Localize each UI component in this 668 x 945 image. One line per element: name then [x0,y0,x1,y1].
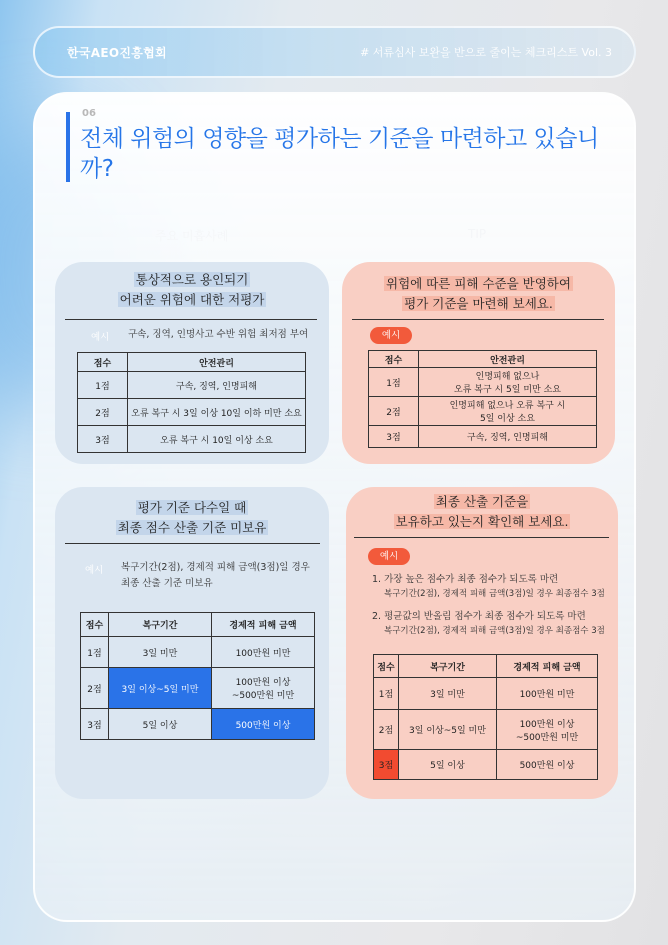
case-heading-1 [55,270,329,310]
table-cell: 구속, 징역, 인명피해 [128,372,306,399]
example-text: 구속, 징역, 인명사고 수반 위험 최저점 부여 [128,329,309,340]
table-cell: 2점 [369,397,419,426]
criteria-list [372,572,605,639]
table-row [374,750,598,780]
score-table [77,352,306,453]
header-bar [33,26,636,78]
example-badge: 예시 [368,548,410,565]
score-table [373,654,598,780]
table-cell: 3일 미만 [109,637,212,668]
table-header: 복구기간 [399,655,497,678]
column-label-tip: TIP [468,227,487,241]
table-cell: 2점 [78,399,128,426]
table-cell [419,368,597,397]
divider [65,543,320,544]
table-cell: 3일 이상~5일 미만 [399,710,497,750]
cell-line: 인명피해 없으나 오류 복구 시 [449,401,566,411]
table-cell: 오류 복구 시 10일 이상 소요 [128,426,306,453]
example-label: 예시 [91,332,110,343]
heading-line: 통상적으로 용인되기 [135,272,249,287]
cell-line: ~500만원 미만 [515,732,579,743]
divider [352,319,604,320]
table-cell: 3점 [369,426,419,448]
divider [354,537,609,538]
case-box-2 [55,487,329,799]
table-row [78,372,306,399]
table-header: 점수 [81,613,109,637]
table-row [78,399,306,426]
table-cell: 1점 [81,637,109,668]
table-header: 점수 [369,351,419,368]
heading-line: 위험에 따른 피해 수준을 반영하여 [386,276,571,291]
table-cell: 1점 [369,368,419,397]
table-row [374,710,598,750]
case-heading-2 [55,498,329,538]
list-item: 1. 가장 높은 점수가 최종 점수가 되도록 마련 [372,574,559,585]
case-box-1 [55,262,329,464]
organization-name: 한국AEO진흥협회 [67,45,167,60]
table-cell: 1점 [374,678,399,710]
score-table [80,612,315,740]
table-cell: 100만원 미만 [497,678,598,710]
table-header: 안전관리 [128,353,306,372]
list-item-detail: 복구기간(2점), 경제적 피해 금액(3점)일 경우 최종점수 3점 [384,626,605,636]
table-cell: 1점 [78,372,128,399]
example-label: 예시 [85,565,104,576]
table-cell: 3일 미만 [399,678,497,710]
table-row [81,709,315,740]
table-row [81,668,315,709]
divider [65,319,317,320]
cell-line: 100만원 이상 [235,678,291,688]
table-cell [212,668,315,709]
example-line: 최종 산출 기준 미보유 [121,578,213,589]
table-cell: 5일 이상 [109,709,212,740]
heading-line: 최종 산출 기준을 [435,494,529,509]
cell-line: 오류 복구 시 5일 미만 소요 [454,385,561,395]
tip-heading-2 [346,492,618,532]
table-row [369,426,597,448]
example-text [121,560,310,592]
selected-cell: 3점 [374,750,399,780]
table-cell: 2점 [374,710,399,750]
question-number: 06 [82,108,96,119]
list-item-detail: 복구기간(2점), 경제적 피해 금액(3점)일 경우 최종점수 3점 [384,589,605,599]
example-line: 복구기간(2점), 경제적 피해 금액(3점)일 경우 [121,562,310,573]
table-header: 안전관리 [419,351,597,368]
table-header: 점수 [78,353,128,372]
table-row [369,397,597,426]
tip-heading-1 [342,274,615,314]
score-table [368,350,597,448]
selected-cell: 3일 이상~5일 미만 [109,668,212,709]
table-cell: 오류 복구 시 3일 이상 10일 이하 미만 소요 [128,399,306,426]
table-cell [497,710,598,750]
heading-line: 평가 기준을 마련해 보세요. [404,296,553,311]
table-row [81,637,315,668]
title-accent-bar [66,112,70,182]
table-cell: 500만원 이상 [497,750,598,780]
table-header: 점수 [374,655,399,678]
cell-line: 인명피해 없으나 [475,372,540,382]
cell-line: 100만원 이상 [519,719,575,730]
tip-box-1 [342,262,615,464]
heading-line: 어려운 위험에 대한 저평가 [119,292,265,307]
cell-line: 5일 이상 소요 [480,414,535,424]
table-header: 경제적 피해 금액 [497,655,598,678]
tip-box-2 [346,487,618,799]
table-cell: 3점 [78,426,128,453]
table-row [374,678,598,710]
table-row [78,426,306,453]
table-cell: 3점 [81,709,109,740]
table-header: 경제적 피해 금액 [212,613,315,637]
series-title: # 서류심사 보완을 반으로 줄이는 체크리스트 Vol. 3 [360,46,612,59]
cell-line: ~500만원 미만 [231,691,295,701]
table-row [369,368,597,397]
table-cell: 5일 이상 [399,750,497,780]
table-cell: 2점 [81,668,109,709]
heading-line: 보유하고 있는지 확인해 보세요. [395,514,569,529]
list-item: 2. 평균값의 반올림 점수가 최종 점수가 되도록 마련 [372,611,586,622]
table-header: 복구기간 [109,613,212,637]
heading-line: 평가 기준 다수일 때 [137,500,247,515]
table-cell: 100만원 미만 [212,637,315,668]
table-cell [419,397,597,426]
column-label-cases: 주요 미흡사례 [155,229,229,243]
table-cell: 구속, 징역, 인명피해 [419,426,597,448]
heading-line: 최종 점수 산출 기준 미보유 [117,520,267,535]
example-badge: 예시 [370,327,412,344]
selected-cell: 500만원 이상 [212,709,315,740]
question-title: 전체 위험의 영향을 평가하는 기준을 마련하고 있습니까? [80,126,599,182]
